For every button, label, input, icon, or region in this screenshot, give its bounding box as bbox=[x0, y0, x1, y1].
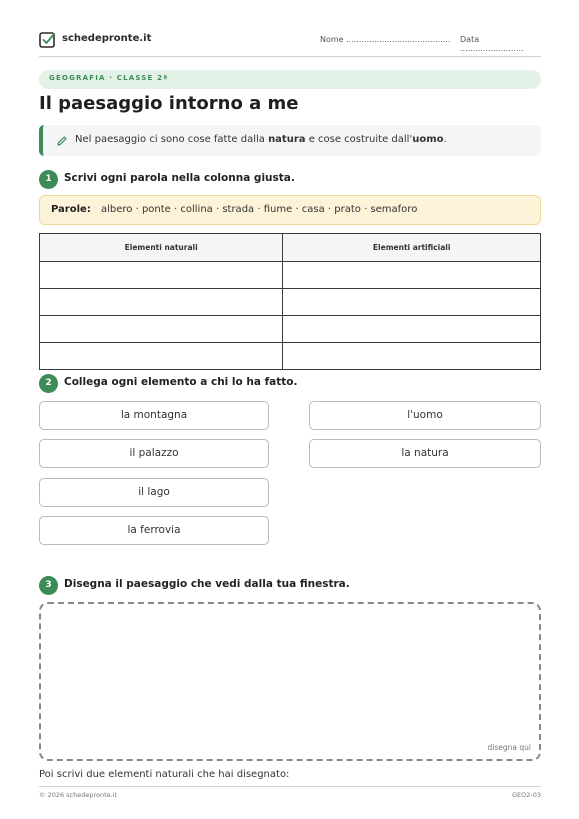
footer-code: GEO2-03 bbox=[511, 791, 541, 799]
subject-banner bbox=[39, 70, 541, 89]
table-cell[interactable] bbox=[40, 343, 283, 370]
column-header-natural: Elementi naturali bbox=[40, 234, 283, 262]
word-bank-label: Parole: bbox=[51, 204, 91, 215]
footer-copyright: © 2026 schedepronte.it bbox=[39, 791, 118, 799]
footer-divider bbox=[39, 786, 541, 787]
brand-name: schedepronte.it bbox=[62, 33, 152, 44]
date-field[interactable]: Data ......................... bbox=[460, 35, 524, 53]
name-field[interactable]: Nome ......................................... bbox=[320, 35, 451, 44]
exercise-number: 2 bbox=[39, 374, 58, 393]
word-bank-words: albero · ponte · collina · strada · fiume · casa · prato · semaforo bbox=[101, 204, 418, 215]
exercise-title: Disegna il paesaggio che vedi dalla tua finestra. bbox=[64, 578, 350, 590]
page-title: Il paesaggio intorno a me bbox=[39, 93, 299, 114]
match-left-item[interactable]: la ferrovia bbox=[39, 516, 269, 545]
table-cell[interactable] bbox=[283, 316, 541, 343]
exercise-number: 3 bbox=[39, 576, 58, 595]
match-left-item[interactable]: la montagna bbox=[39, 401, 269, 430]
sorting-table bbox=[39, 233, 541, 370]
match-left-item[interactable]: il lago bbox=[39, 478, 269, 507]
table-cell[interactable] bbox=[283, 289, 541, 316]
pencil-icon bbox=[56, 135, 68, 147]
subject-label: GEOGRAFIA · CLASSE 2ª bbox=[49, 74, 169, 82]
checkbox-logo-icon bbox=[39, 31, 56, 48]
table-cell[interactable] bbox=[40, 316, 283, 343]
table-cell[interactable] bbox=[40, 262, 283, 289]
exercise-title: Collega ogni elemento a chi lo ha fatto. bbox=[64, 376, 298, 388]
match-right-item[interactable]: la natura bbox=[309, 439, 541, 468]
intro-text: Nel paesaggio ci sono cose fatte dalla natura e cose costruite dall'uomo. bbox=[75, 134, 447, 145]
drawing-area[interactable] bbox=[39, 602, 541, 761]
drawing-hint: disegna qui bbox=[487, 743, 531, 752]
match-left-item[interactable]: il palazzo bbox=[39, 439, 269, 468]
exercise-title: Scrivi ogni parola nella colonna giusta. bbox=[64, 172, 295, 184]
intro-note bbox=[39, 125, 541, 156]
word-bank bbox=[39, 195, 541, 225]
exercise-number: 1 bbox=[39, 170, 58, 189]
table-cell[interactable] bbox=[283, 262, 541, 289]
column-header-artificial: Elementi artificiali bbox=[283, 234, 541, 262]
table-cell[interactable] bbox=[283, 343, 541, 370]
table-cell[interactable] bbox=[40, 289, 283, 316]
followup-instruction: Poi scrivi due elementi naturali che hai disegnato: bbox=[39, 769, 290, 780]
page-header bbox=[39, 30, 541, 57]
match-right-item[interactable]: l'uomo bbox=[309, 401, 541, 430]
